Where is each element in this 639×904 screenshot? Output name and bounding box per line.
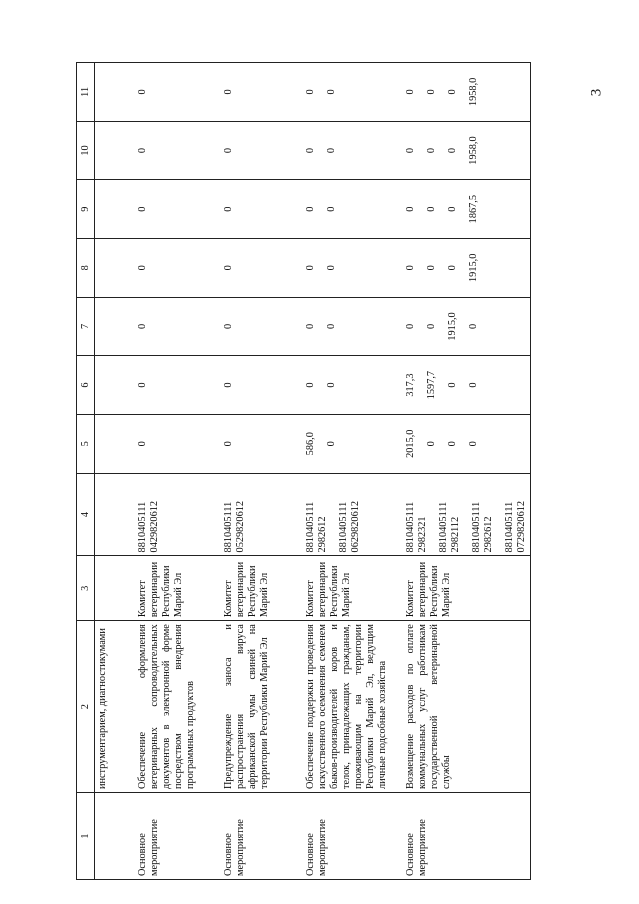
column-number: 3 <box>77 556 95 621</box>
year-values <box>303 356 403 415</box>
column-number: 5 <box>77 414 95 473</box>
column-number: 7 <box>77 297 95 356</box>
year-values <box>135 414 221 473</box>
measure-executor: Комитет ветеринарии Республики Марий Эл <box>221 556 303 621</box>
amount-value: 0 <box>425 206 437 212</box>
amount-value: 1597,7 <box>425 370 437 400</box>
amount-value: 1915,0 <box>446 312 458 341</box>
year-values <box>135 356 221 415</box>
budget-code: 8810405111 2982321 <box>405 501 428 553</box>
amount-value: 0 <box>137 323 148 330</box>
measure-row <box>403 63 530 880</box>
column-number: 10 <box>77 121 95 180</box>
amount-value: 0 <box>223 265 234 271</box>
budget-codes <box>135 473 221 556</box>
amount-value: 0 <box>405 89 416 95</box>
amount-value: 0 <box>223 382 234 388</box>
year-values <box>303 238 403 297</box>
amount-value: 1867,5 <box>467 195 479 224</box>
amount-value: 0 <box>467 382 479 388</box>
measure-row <box>221 63 303 880</box>
amount-value: 0 <box>137 382 148 388</box>
budget-code: 8810405111 2982612 <box>305 501 328 553</box>
measure-description: Возмещение расходов по оплате коммунальных услуг работникам государственной ветеринарной службы <box>403 621 530 793</box>
amount-value: 0 <box>425 89 437 95</box>
amount-value: 0 <box>425 441 437 447</box>
amount-value: 0 <box>405 147 416 154</box>
budget-codes <box>403 473 530 556</box>
year-values <box>221 414 303 473</box>
amount-value: 0 <box>137 441 148 447</box>
amount-value: 0 <box>446 441 458 447</box>
amount-value: 0 <box>223 89 234 95</box>
amount-value: 0 <box>405 323 416 330</box>
amount-value: 2015,0 <box>405 429 416 458</box>
program-measures-table <box>76 62 531 880</box>
amount-value: 0 <box>425 147 437 154</box>
amount-value: 0 <box>425 323 437 330</box>
budget-code: 8810405111 0429820612 <box>137 500 160 553</box>
column-number: 1 <box>77 793 95 880</box>
year-values <box>403 63 530 122</box>
budget-codes <box>303 473 403 556</box>
year-values <box>221 63 303 122</box>
amount-value: 0 <box>325 323 337 330</box>
measure-description: Обеспечение оформления ветеринарных сопроводительных документов в электронной форме посредством внедрения программных продуктов <box>135 621 221 793</box>
column-number: 9 <box>77 180 95 239</box>
year-values <box>303 414 403 473</box>
amount-value: 317,3 <box>405 373 416 397</box>
measure-type: Основное мероприятие <box>221 793 303 880</box>
year-values <box>221 297 303 356</box>
amount-value: 0 <box>305 147 316 154</box>
amount-value: 0 <box>137 147 148 154</box>
amount-value: 0 <box>305 89 316 95</box>
amount-value: 0 <box>325 147 337 154</box>
year-values <box>303 297 403 356</box>
amount-value: 0 <box>223 441 234 447</box>
year-values <box>135 63 221 122</box>
column-number: 8 <box>77 238 95 297</box>
year-values <box>403 414 530 473</box>
page-number: 3 <box>588 88 605 96</box>
amount-value: 0 <box>446 89 458 95</box>
amount-value: 0 <box>223 147 234 154</box>
amount-value: 1958,0 <box>467 136 479 165</box>
measure-executor: Комитет ветеринарии Республики Марий Эл <box>303 556 403 621</box>
year-values <box>221 180 303 239</box>
year-values <box>221 356 303 415</box>
amount-value: 0 <box>425 265 437 271</box>
column-number: 4 <box>77 473 95 556</box>
measure-executor: Комитет ветеринарии Республики Марий Эл <box>403 556 530 621</box>
budget-code: 8810405111 2982112 <box>437 501 461 553</box>
amount-value: 0 <box>405 265 416 271</box>
year-values <box>303 121 403 180</box>
year-values <box>221 121 303 180</box>
amount-value: 0 <box>325 265 337 271</box>
year-values <box>135 238 221 297</box>
amount-value: 0 <box>305 382 316 388</box>
amount-value: 0 <box>467 441 479 447</box>
amount-value: 1958,0 <box>467 77 479 107</box>
column-number: 2 <box>77 621 95 793</box>
measure-row <box>135 63 221 880</box>
amount-value: 0 <box>137 265 148 271</box>
amount-value: 0 <box>137 206 148 212</box>
amount-value: 1915,0 <box>467 253 479 282</box>
measure-type: Основное мероприятие <box>303 793 403 880</box>
measure-description: Предупреждение заноса и распространения вируса африканской чумы свиней на территории Республики Марий Эл <box>221 621 303 793</box>
continuation-row <box>95 63 136 880</box>
amount-value: 0 <box>325 89 337 95</box>
measure-type: Основное мероприятие <box>135 793 221 880</box>
year-values <box>135 297 221 356</box>
measure-description: Обеспечение поддержки проведения искусственного осеменения семенем быков-производителей коров и телок, принадлежащих гражданам, проживающим на территории Республики Марий Эл, ведущим личные подсобные хозяйства <box>303 621 403 793</box>
amount-value: 0 <box>305 206 316 212</box>
measure-type: Основное мероприятие <box>403 793 530 880</box>
year-values <box>135 121 221 180</box>
year-values <box>403 356 530 415</box>
column-number: 6 <box>77 356 95 415</box>
amount-value: 0 <box>137 89 148 95</box>
amount-value: 0 <box>325 441 337 447</box>
amount-value: 0 <box>446 147 458 154</box>
year-values <box>403 238 530 297</box>
year-values <box>135 180 221 239</box>
year-values <box>403 121 530 180</box>
rotated-document <box>76 62 587 880</box>
budget-code: 8810405111 0529820612 <box>223 500 246 553</box>
year-values <box>303 63 403 122</box>
amount-value: 0 <box>467 323 479 330</box>
column-number-row <box>77 63 95 880</box>
measure-executor: Комитет ветеринарии Республики Марий Эл <box>135 556 221 621</box>
amount-value: 0 <box>305 323 316 330</box>
year-values <box>403 180 530 239</box>
measure-row <box>303 63 403 880</box>
budget-code: 8810405111 2982612 <box>470 501 494 553</box>
budget-codes <box>221 473 303 556</box>
amount-value: 0 <box>446 206 458 212</box>
amount-value: 0 <box>325 206 337 212</box>
year-values <box>221 238 303 297</box>
budget-code: 8810405111 0729820612 <box>503 500 527 553</box>
table-body <box>95 63 531 880</box>
amount-value: 0 <box>305 265 316 271</box>
year-values <box>403 297 530 356</box>
continuation-text: инструментарием, диагностикумами <box>95 621 136 793</box>
amount-value: 0 <box>446 265 458 271</box>
year-values <box>303 180 403 239</box>
amount-value: 0 <box>223 206 234 212</box>
column-number: 11 <box>77 63 95 122</box>
amount-value: 0 <box>405 206 416 212</box>
amount-value: 0 <box>223 323 234 330</box>
amount-value: 0 <box>325 382 337 388</box>
amount-value: 586,0 <box>305 432 316 456</box>
budget-code: 8810405111 0629820612 <box>337 500 361 553</box>
amount-value: 0 <box>446 382 458 388</box>
